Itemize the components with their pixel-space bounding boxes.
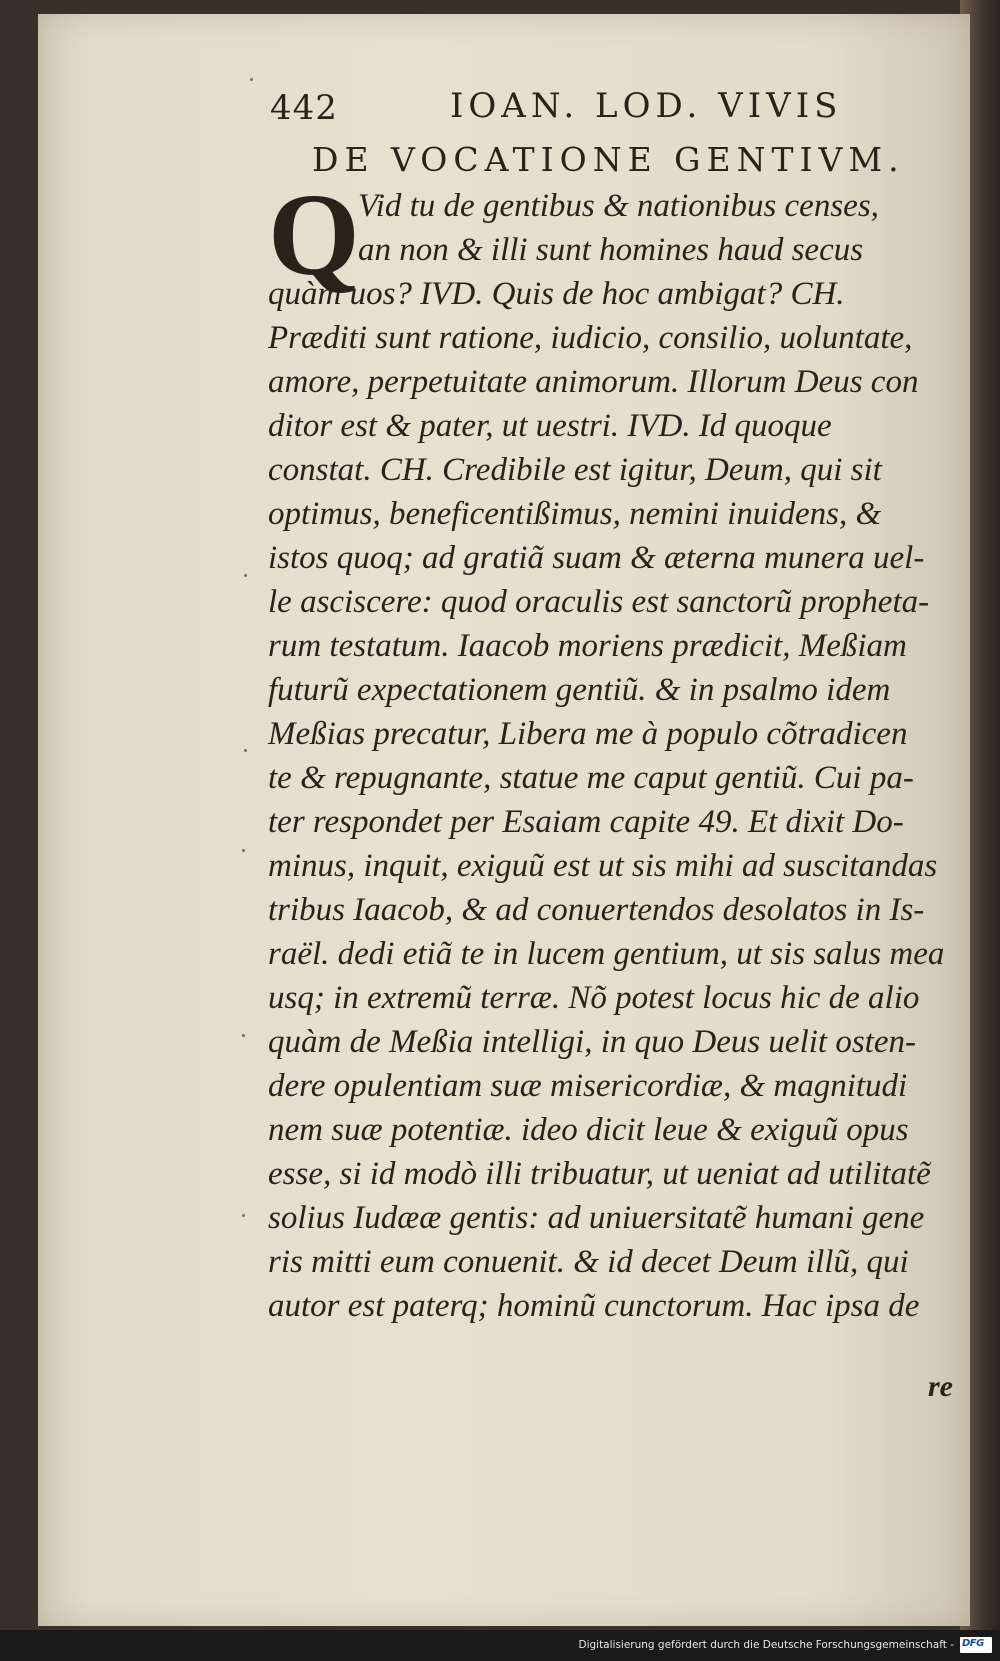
margin-mark: [242, 1034, 245, 1037]
margin-mark: [242, 1214, 245, 1217]
margin-mark: [250, 78, 253, 81]
text-line: ris mitti eum conuenit. & id decet Deum illũ, qui: [268, 1244, 909, 1280]
text-line: minus, inquit, exiguũ est ut sis mihi ad suscitandas: [268, 848, 938, 884]
text-line: dere opulentiam suæ misericordiæ, & magnitudi: [268, 1068, 908, 1104]
text-line: tribus Iaacob, & ad conuertendos desolatos in Is-: [268, 892, 925, 928]
text-line: an non & illi sunt homines haud secus: [358, 232, 864, 268]
drop-cap: Q: [268, 169, 360, 300]
text-line: Meßias precatur, Libera me à populo cõtradicen: [268, 716, 908, 752]
running-title: IOAN. LOD. VIVIS: [450, 86, 843, 126]
footer-credit: Digitalisierung gefördert durch die Deutsche Forschungsgemeinschaft -: [578, 1639, 954, 1651]
text-line: rum testatum. Iaacob moriens prædicit, Meßiam: [268, 628, 907, 664]
text-line: Præditi sunt ratione, iudicio, consilio, uoluntate,: [268, 320, 913, 356]
text-line: te & repugnante, statue me caput gentiũ. Cui pa-: [268, 760, 914, 796]
text-line: optimus, beneficentißimus, nemini inuidens, &: [268, 496, 882, 532]
text-line: autor est paterq; hominũ cunctorum. Hac ipsa de: [268, 1288, 920, 1324]
margin-mark: [242, 849, 245, 852]
text-line: usq; in extremũ terræ. Nõ potest locus hic de alio: [268, 980, 920, 1016]
section-title: DE VOCATIONE GENTIVM.: [312, 140, 905, 179]
running-head: [270, 82, 910, 138]
catchword: re: [928, 1370, 953, 1403]
page-number: 442: [270, 88, 338, 128]
text-line: quàm de Meßia intelligi, in quo Deus uelit osten-: [268, 1024, 916, 1060]
margin-mark: [244, 749, 247, 752]
text-line: nem suæ potentiæ. ideo dicit leue & exiguũ opus: [268, 1112, 909, 1148]
text-line: Vid tu de gentibus & nationibus censes,: [358, 188, 879, 224]
dfg-logo-text: DFG: [962, 1638, 984, 1649]
text-line: solius Iudææ gentis: ad uniuersitatẽ humani gene: [268, 1200, 925, 1236]
text-line: raël. dedi etiã te in lucem gentium, ut sis salus mea: [268, 936, 945, 972]
text-line: le asciscere: quod oraculis est sanctorũ propheta-: [268, 584, 930, 620]
text-line: quàm uos? IVD. Quis de hoc ambigat? CH.: [268, 276, 845, 312]
text-line: ter respondet per Esaiam capite 49. Et dixit Do-: [268, 804, 904, 840]
text-line: amore, perpetuitate animorum. Illorum Deus con: [268, 364, 919, 400]
text-line: istos quoq; ad gratiã suam & æterna munera uel-: [268, 540, 925, 576]
text-line: esse, si id modò illi tribuatur, ut ueniat ad utilitatẽ: [268, 1156, 931, 1192]
text-line: ditor est & pater, ut uestri. IVD. Id quoque: [268, 408, 832, 444]
footer-bar: [0, 1630, 1000, 1661]
dfg-logo: [960, 1637, 992, 1653]
text-line: futurũ expectationem gentiũ. & in psalmo idem: [268, 672, 891, 708]
margin-mark: [244, 574, 247, 577]
text-line: constat. CH. Credibile est igitur, Deum, qui sit: [268, 452, 882, 488]
